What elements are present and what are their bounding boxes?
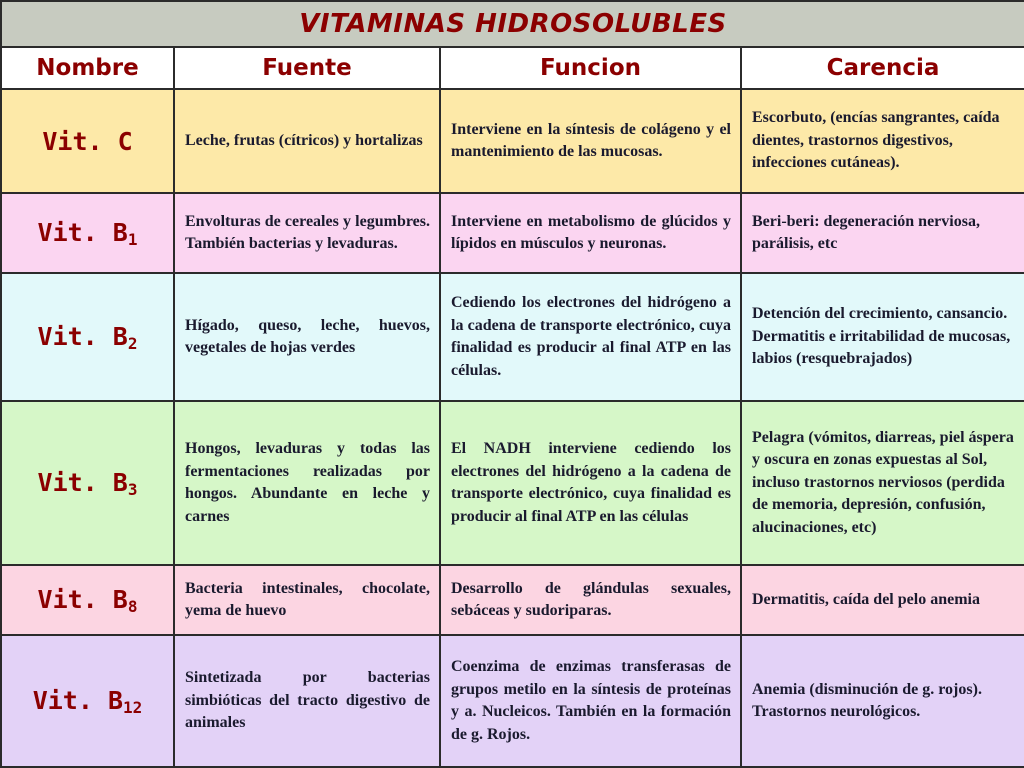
vitamin-subscript: 12 [123,697,143,717]
vitamin-name-text: Vit. B [37,321,128,351]
table-title: VITAMINAS HIDROSOLUBLES [1,1,1024,47]
vitamin-name-text: Vit. B [37,217,128,247]
header-funcion: Funcion [440,47,741,89]
header-nombre: Nombre [1,47,174,89]
fuente-cell: Envolturas de cereales y legumbres. También bacterias y levaduras. [174,193,440,273]
vitamin-name [1,635,174,767]
funcion-cell: Interviene en metabolismo de glúcidos y lípidos en músculos y neuronas. [440,193,741,273]
vitamin-name-text: Vit. C [42,126,133,156]
table-row [1,565,1024,635]
vitamin-name [1,193,174,273]
carencia-cell: Escorbuto, (encías sangrantes, caída dientes, trastornos digestivos, infecciones cutáneas). [741,89,1024,193]
vitamin-name-text: Vit. B [32,685,124,715]
carencia-cell: Beri-beri: degeneración nerviosa, parálisis, etc [741,193,1024,273]
vitamin-subscript: 8 [127,596,138,616]
fuente-cell: Bacteria intestinales, chocolate, yema de huevo [174,565,440,635]
table-row [1,401,1024,565]
carencia-cell: Anemia (disminución de g. rojos). Trastornos neurológicos. [741,635,1024,767]
funcion-cell: Cediendo los electrones del hidrógeno a la cadena de transporte electrónico, cuya finalidad es producir al final ATP en las células. [440,273,741,401]
table-row [1,273,1024,401]
table-row [1,193,1024,273]
vitamin-name [1,565,174,635]
fuente-cell: Hongos, levaduras y todas las fermentaciones realizadas por hongos. Abundante en leche y carnes [174,401,440,565]
carencia-cell: Detención del crecimiento, cansancio. Dermatitis e irritabilidad de mucosas, labios (resquebrajados) [741,273,1024,401]
vitamin-name [1,89,174,193]
funcion-cell: El NADH interviene cediendo los electrones del hidrógeno a la cadena de transporte electrónico, cuya finalidad es producir al final ATP en las células [440,401,741,565]
carencia-cell: Pelagra (vómitos, diarreas, piel áspera y oscura en zonas expuestas al Sol, incluso trastornos nerviosos (perdida de memoria, depresión, confusión, alucinaciones, etc) [741,401,1024,565]
header-fuente: Fuente [174,47,440,89]
header-row [1,47,1024,89]
vitamin-name [1,273,174,401]
vitamin-name-text: Vit. B [37,467,128,497]
vitamin-subscript: 2 [127,333,138,353]
funcion-cell: Interviene en la síntesis de colágeno y el mantenimiento de las mucosas. [440,89,741,193]
fuente-cell: Sintetizada por bacterias simbióticas del tracto digestivo de animales [174,635,440,767]
funcion-cell: Coenzima de enzimas transferasas de grupos metilo en la síntesis de proteínas y a. Nucleicos. También en la formación de g. Rojos. [440,635,741,767]
vitamin-subscript: 1 [127,229,138,249]
table-row [1,635,1024,767]
fuente-cell: Hígado, queso, leche, huevos, vegetales de hojas verdes [174,273,440,401]
header-carencia: Carencia [741,47,1024,89]
fuente-cell: Leche, frutas (cítricos) y hortalizas [174,89,440,193]
vitamin-subscript: 3 [127,479,138,499]
carencia-cell: Dermatitis, caída del pelo anemia [741,565,1024,635]
table-row [1,89,1024,193]
vitamin-name-text: Vit. B [37,584,128,614]
vitamin-name [1,401,174,565]
funcion-cell: Desarrollo de glándulas sexuales, sebáceas y sudoriparas. [440,565,741,635]
